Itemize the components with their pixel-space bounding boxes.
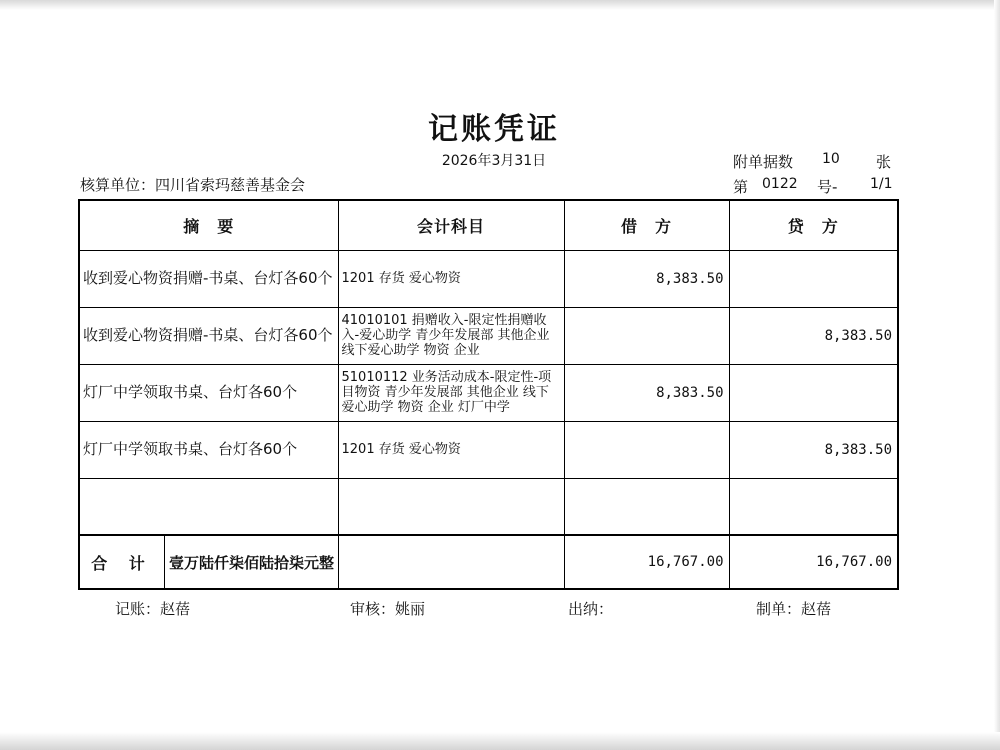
cashier-signature: 出纳：	[568, 600, 614, 618]
voucher-page: 1/1	[870, 176, 893, 192]
entry-summary: 收到爱心物资捐赠-书桌、台灯各60个	[79, 307, 338, 364]
voucher-date: 2026年3月31日	[441, 153, 547, 169]
entry-credit	[729, 364, 898, 421]
blank-cell	[338, 478, 564, 535]
entry-debit	[564, 307, 729, 364]
entry-credit	[729, 250, 898, 307]
blank-cell	[564, 478, 729, 535]
entry-summary: 灯厂中学领取书桌、台灯各60个	[79, 364, 338, 421]
bookkeeper-signature: 记账：赵蓓	[115, 600, 191, 618]
total-debit: 16,767.00	[564, 535, 729, 589]
total-cell	[79, 535, 338, 589]
accounting-unit-label: 核算单位：	[80, 176, 156, 194]
header-account: 会计科目	[338, 200, 564, 250]
entry-debit: 8,383.50	[564, 364, 729, 421]
entry-account: 51010112 业务活动成本-限定性-项目物资 青少年发展部 其他企业 线下爱心助学 物资 企业 灯厂中学	[338, 364, 564, 421]
total-row	[79, 535, 898, 589]
scan-edge-bottom	[0, 732, 1000, 750]
attachment-label: 附单据数	[733, 153, 794, 171]
voucher-title: 记账凭证	[428, 112, 560, 147]
attachment-unit: 张	[876, 153, 892, 171]
entry-summary: 收到爱心物资捐赠-书桌、台灯各60个	[79, 250, 338, 307]
blank-row	[79, 478, 898, 535]
preparer-signature: 制单：赵蓓	[756, 600, 832, 618]
voucher-number-suffix: 号-	[817, 178, 838, 196]
total-credit: 16,767.00	[729, 535, 898, 589]
entry-account: 1201 存货 爱心物资	[338, 250, 564, 307]
amount-in-words: 壹万陆仟柒佰陆拾柒元整	[169, 553, 335, 572]
header-summary: 摘 要	[79, 200, 338, 250]
voucher-number: 0122	[762, 176, 798, 192]
total-account-cell	[338, 535, 564, 589]
table-row	[79, 250, 898, 307]
header-row	[79, 200, 898, 250]
scan-edge-right	[994, 0, 1000, 750]
entry-account: 1201 存货 爱心物资	[338, 421, 564, 478]
entry-account: 41010101 捐赠收入-限定性捐赠收入-爱心助学 青少年发展部 其他企业 线下爱心助学 物资 企业	[338, 307, 564, 364]
blank-cell	[729, 478, 898, 535]
attachment-count: 10	[822, 151, 840, 167]
header-debit: 借 方	[564, 200, 729, 250]
reviewer-signature: 审核：姚丽	[350, 600, 426, 618]
table-row	[79, 307, 898, 364]
scan-edge-top	[0, 0, 1000, 10]
header-credit: 贷 方	[729, 200, 898, 250]
voucher-number-prefix: 第	[733, 178, 749, 196]
table-row	[79, 421, 898, 478]
entry-credit: 8,383.50	[729, 307, 898, 364]
total-label: 合 计	[80, 536, 165, 588]
table-row	[79, 364, 898, 421]
entry-summary: 灯厂中学领取书桌、台灯各60个	[79, 421, 338, 478]
blank-cell	[79, 478, 338, 535]
voucher-table	[78, 199, 899, 590]
entry-debit: 8,383.50	[564, 250, 729, 307]
accounting-unit-name: 四川省索玛慈善基金会	[155, 176, 306, 194]
entry-debit	[564, 421, 729, 478]
accounting-unit	[80, 174, 305, 195]
entry-credit: 8,383.50	[729, 421, 898, 478]
